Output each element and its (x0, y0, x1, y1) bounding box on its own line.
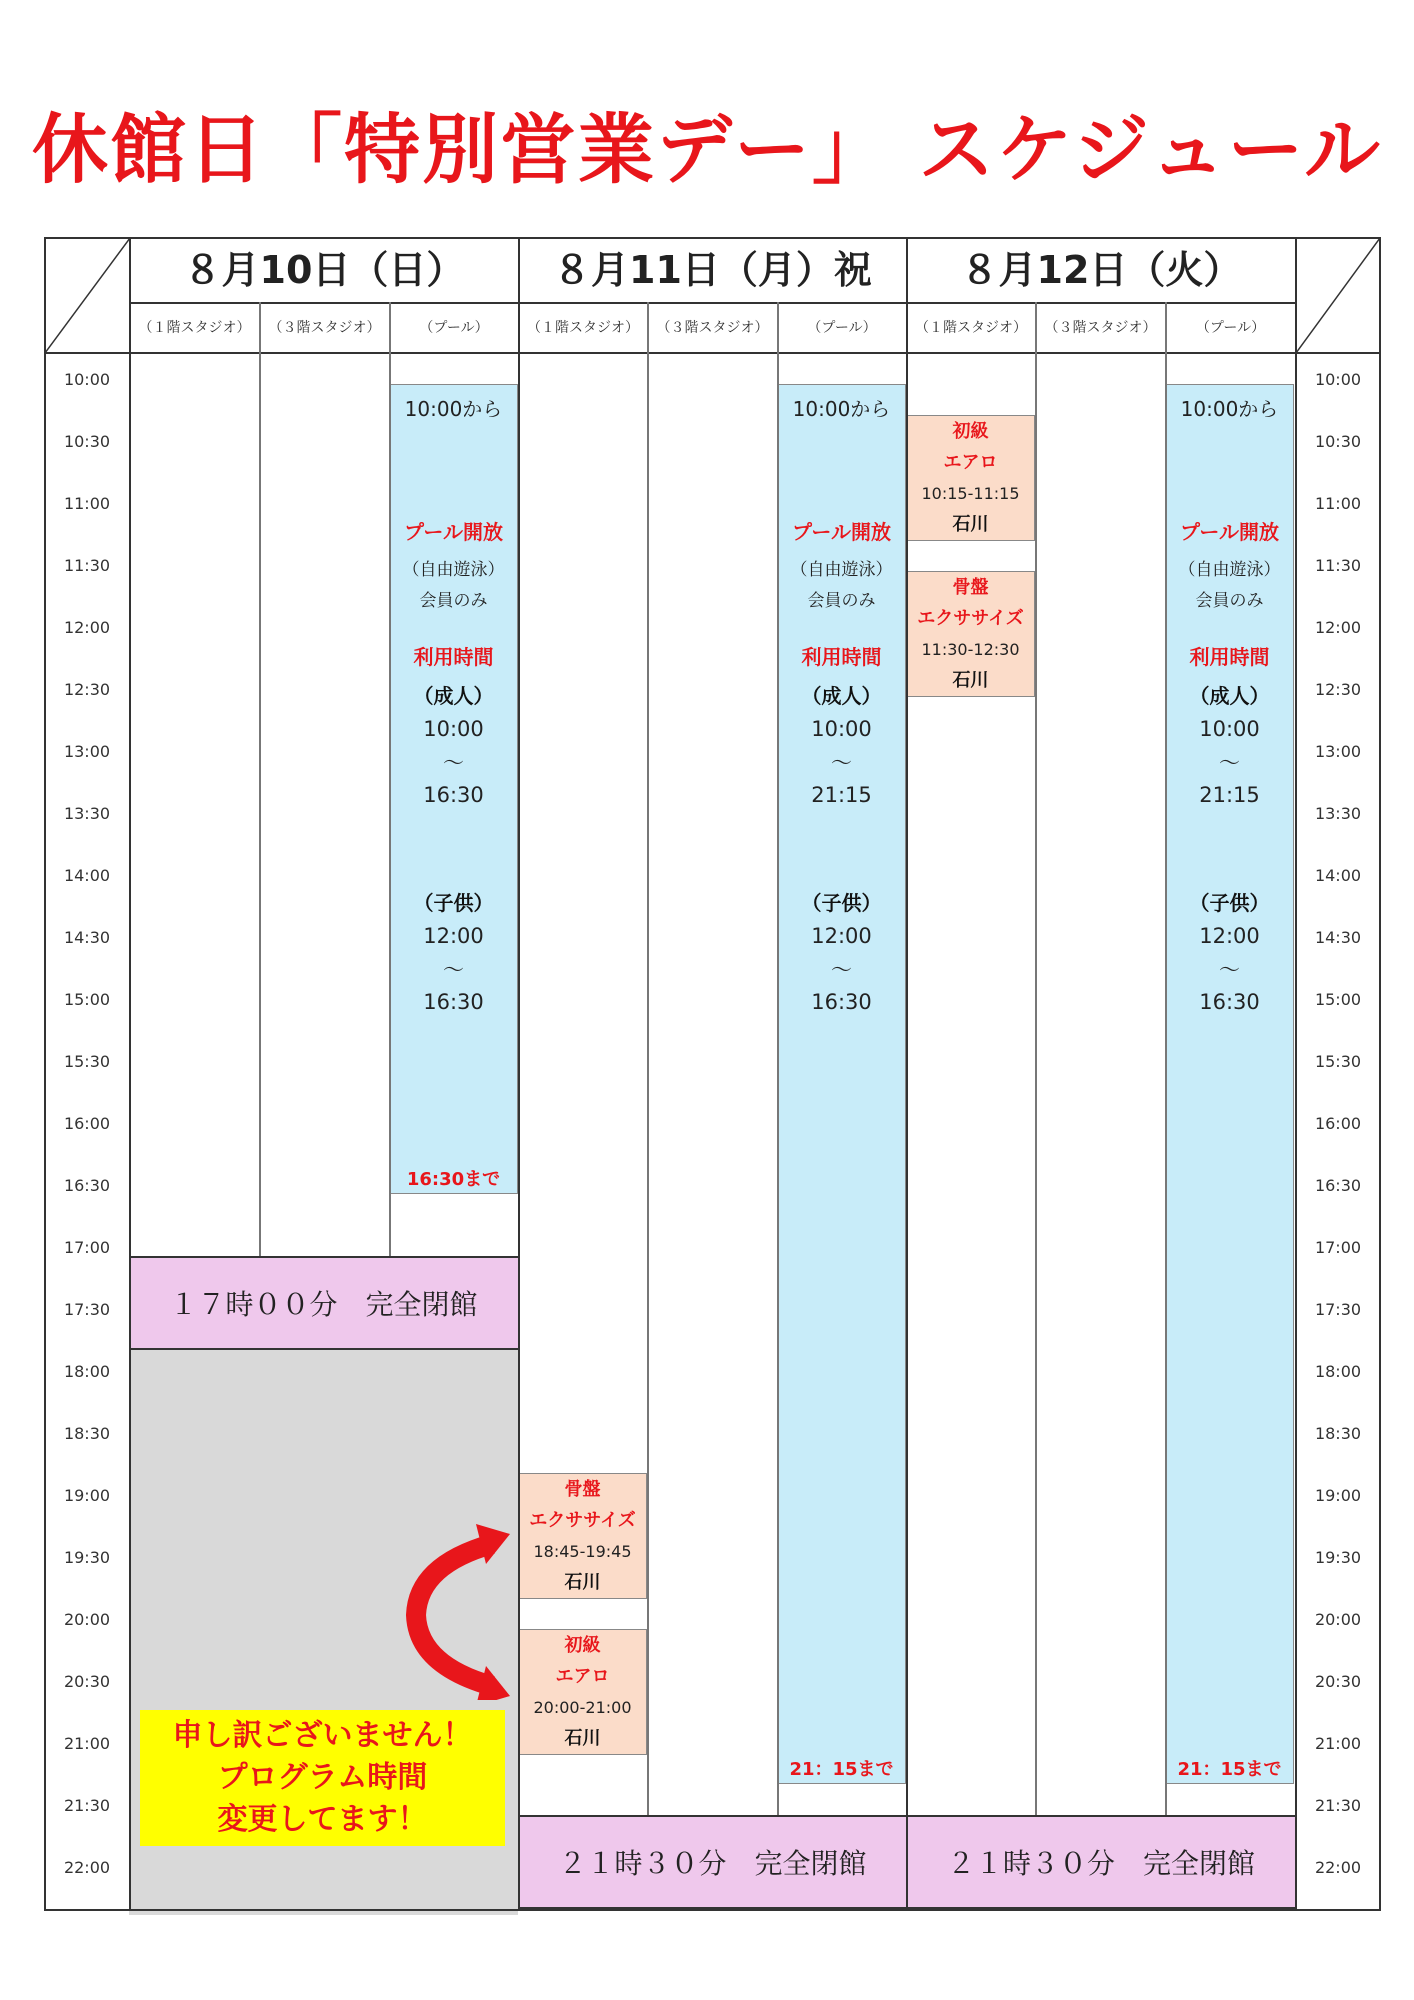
time-label: 12:00 (1314, 618, 1362, 637)
pool-adult-from: 10:00 (811, 717, 872, 741)
time-label: 11:30 (63, 556, 111, 575)
time-label: 21:30 (63, 1796, 111, 1815)
day-header-1: ８月10日（日） (183, 248, 465, 292)
notice-line: 変更してます！ (217, 1802, 428, 1837)
time-label: 13:00 (1314, 742, 1362, 761)
pool-members: 会員のみ (419, 591, 488, 611)
room-header: （３階スタジオ） (268, 320, 381, 336)
time-label: 15:00 (63, 990, 111, 1009)
time-label: 11:00 (1314, 494, 1362, 513)
time-label: 17:00 (63, 1238, 111, 1257)
pool-adult-to: 16:30 (423, 783, 484, 807)
day-header-3: ８月12日（火） (960, 248, 1242, 292)
time-label: 15:00 (1314, 990, 1362, 1009)
time-label: 22:00 (63, 1858, 111, 1877)
pool-end: 21：15まで (1177, 1759, 1282, 1780)
pool-tilde: ～ (1219, 751, 1240, 775)
room-header: （３階スタジオ） (1044, 320, 1157, 336)
pool-start: 10:00から (1180, 397, 1279, 421)
time-label: 18:30 (63, 1424, 111, 1443)
time-label: 12:30 (63, 680, 111, 699)
pool-child-label: （子供） (1189, 891, 1270, 915)
pool-hours-label: 利用時間 (1189, 645, 1270, 669)
time-label: 15:30 (1314, 1052, 1362, 1071)
time-label: 12:00 (63, 618, 111, 637)
program-name: エアロ (555, 1666, 610, 1687)
time-label: 16:30 (1314, 1176, 1362, 1195)
notice-box (140, 1710, 505, 1846)
program-d3-pelvis (906, 571, 1035, 697)
pool-members: 会員のみ (1195, 591, 1264, 611)
pool-adult-from: 10:00 (423, 717, 484, 741)
pool-start: 10:00から (792, 397, 891, 421)
pool-child-from: 12:00 (811, 924, 872, 948)
pool-tilde: ～ (443, 958, 464, 982)
pool-adult-to: 21:15 (1199, 783, 1260, 807)
time-label: 16:30 (63, 1176, 111, 1195)
time-label: 19:00 (63, 1486, 111, 1505)
corner-diagonal-right (1296, 238, 1380, 353)
room-header: （１階スタジオ） (138, 320, 251, 336)
time-label: 20:00 (63, 1610, 111, 1629)
time-label: 13:30 (1314, 804, 1362, 823)
pool-tilde: ～ (443, 751, 464, 775)
pool-adult-from: 10:00 (1199, 717, 1260, 741)
notice-line: プログラム時間 (217, 1760, 428, 1795)
time-label: 10:30 (1314, 432, 1362, 451)
curved-arrow-icon (400, 1520, 520, 1700)
time-label: 16:00 (63, 1114, 111, 1133)
day-header-2: ８月11日（月）祝 (553, 248, 872, 292)
pool-end: 21：15まで (789, 1759, 894, 1780)
pool-end: 16:30まで (406, 1169, 501, 1190)
time-label: 20:30 (63, 1672, 111, 1691)
time-label: 21:00 (1314, 1734, 1362, 1753)
time-label: 12:30 (1314, 680, 1362, 699)
pool-child-to: 16:30 (1199, 990, 1260, 1014)
program-d3-aero (906, 415, 1035, 541)
pool-free: （自由遊泳） (790, 560, 893, 580)
program-name: 骨盤 (952, 577, 989, 598)
program-time: 10:15-11:15 (921, 484, 1020, 503)
time-label: 17:30 (63, 1300, 111, 1319)
time-label: 16:00 (1314, 1114, 1362, 1133)
time-label: 20:00 (1314, 1610, 1362, 1629)
page-title: 休館日「特別営業デー」 スケジュール (32, 105, 1382, 194)
program-name: 骨盤 (564, 1479, 601, 1500)
program-instructor: 石川 (952, 514, 989, 535)
program-name: エクササイズ (917, 608, 1024, 629)
pool-free: （自由遊泳） (402, 560, 505, 580)
time-label: 14:00 (63, 866, 111, 885)
room-header: （プール） (807, 320, 877, 336)
pool-adult-label: （成人） (413, 684, 494, 708)
room-header: （プール） (1195, 320, 1266, 336)
time-label: 17:30 (1314, 1300, 1362, 1319)
pool-block-day2 (777, 384, 906, 1784)
pool-adult-to: 21:15 (811, 783, 872, 807)
pool-child-to: 16:30 (423, 990, 484, 1014)
time-label: 10:30 (63, 432, 111, 451)
pool-tilde: ～ (1219, 958, 1240, 982)
pool-child-label: （子供） (801, 891, 882, 915)
time-label: 13:30 (63, 804, 111, 823)
time-label: 18:30 (1314, 1424, 1362, 1443)
pool-child-from: 12:00 (1199, 924, 1260, 948)
time-label: 14:30 (1314, 928, 1362, 947)
program-instructor: 石川 (952, 670, 989, 691)
pool-title: プール開放 (792, 520, 891, 544)
time-label: 10:00 (63, 370, 111, 389)
corner-diagonal-left (45, 238, 130, 353)
time-label: 22:00 (1314, 1858, 1362, 1877)
room-header: （プール） (419, 320, 489, 336)
program-name: エクササイズ (529, 1510, 636, 1531)
closing-banner-day1: １７時００分 完全閉館 (129, 1256, 518, 1350)
time-label: 21:00 (63, 1734, 111, 1753)
room-header: （１階スタジオ） (527, 320, 639, 336)
closing-banner-day3: ２１時３０分 完全閉館 (907, 1815, 1295, 1909)
time-label: 20:30 (1314, 1672, 1362, 1691)
pool-child-to: 16:30 (811, 990, 872, 1014)
pool-free: （自由遊泳） (1178, 560, 1281, 580)
pool-tilde: ～ (831, 751, 852, 775)
pool-hours-label: 利用時間 (413, 645, 494, 669)
time-label: 21:30 (1314, 1796, 1362, 1815)
pool-title: プール開放 (404, 520, 503, 544)
notice-line: 申し訳ございません！ (172, 1718, 473, 1753)
program-time: 18:45-19:45 (533, 1542, 632, 1561)
program-d2-pelvis (518, 1473, 647, 1599)
time-label: 19:30 (1314, 1548, 1362, 1567)
pool-tilde: ～ (831, 958, 852, 982)
pool-adult-label: （成人） (801, 684, 882, 708)
time-label: 11:30 (1314, 556, 1362, 575)
program-name: 初級 (952, 421, 989, 442)
program-d2-aero (518, 1629, 647, 1755)
program-name: 初級 (564, 1635, 601, 1656)
closing-banner-day2: ２１時３０分 完全閉館 (518, 1815, 907, 1909)
program-instructor: 石川 (564, 1572, 601, 1593)
pool-child-label: （子供） (413, 891, 494, 915)
time-label: 11:00 (63, 494, 111, 513)
pool-child-from: 12:00 (423, 924, 484, 948)
room-header: （１階スタジオ） (915, 320, 1027, 336)
program-time: 11:30-12:30 (921, 640, 1020, 659)
time-label: 17:00 (1314, 1238, 1362, 1257)
time-label: 18:00 (63, 1362, 111, 1381)
program-instructor: 石川 (564, 1728, 601, 1749)
time-label: 10:00 (1314, 370, 1362, 389)
time-label: 19:00 (1314, 1486, 1362, 1505)
pool-hours-label: 利用時間 (801, 645, 882, 669)
time-label: 14:30 (63, 928, 111, 947)
pool-start: 10:00から (404, 397, 503, 421)
program-name: エアロ (943, 452, 998, 473)
pool-members: 会員のみ (807, 591, 876, 611)
time-label: 14:00 (1314, 866, 1362, 885)
time-label: 15:30 (63, 1052, 111, 1071)
pool-block-day1 (389, 384, 518, 1194)
time-label: 19:30 (63, 1548, 111, 1567)
pool-adult-label: （成人） (1189, 684, 1270, 708)
program-time: 20:00-21:00 (533, 1698, 632, 1717)
time-label: 13:00 (63, 742, 111, 761)
pool-block-day3 (1165, 384, 1294, 1784)
room-header: （３階スタジオ） (656, 320, 769, 336)
time-label: 18:00 (1314, 1362, 1362, 1381)
pool-title: プール開放 (1180, 520, 1279, 544)
